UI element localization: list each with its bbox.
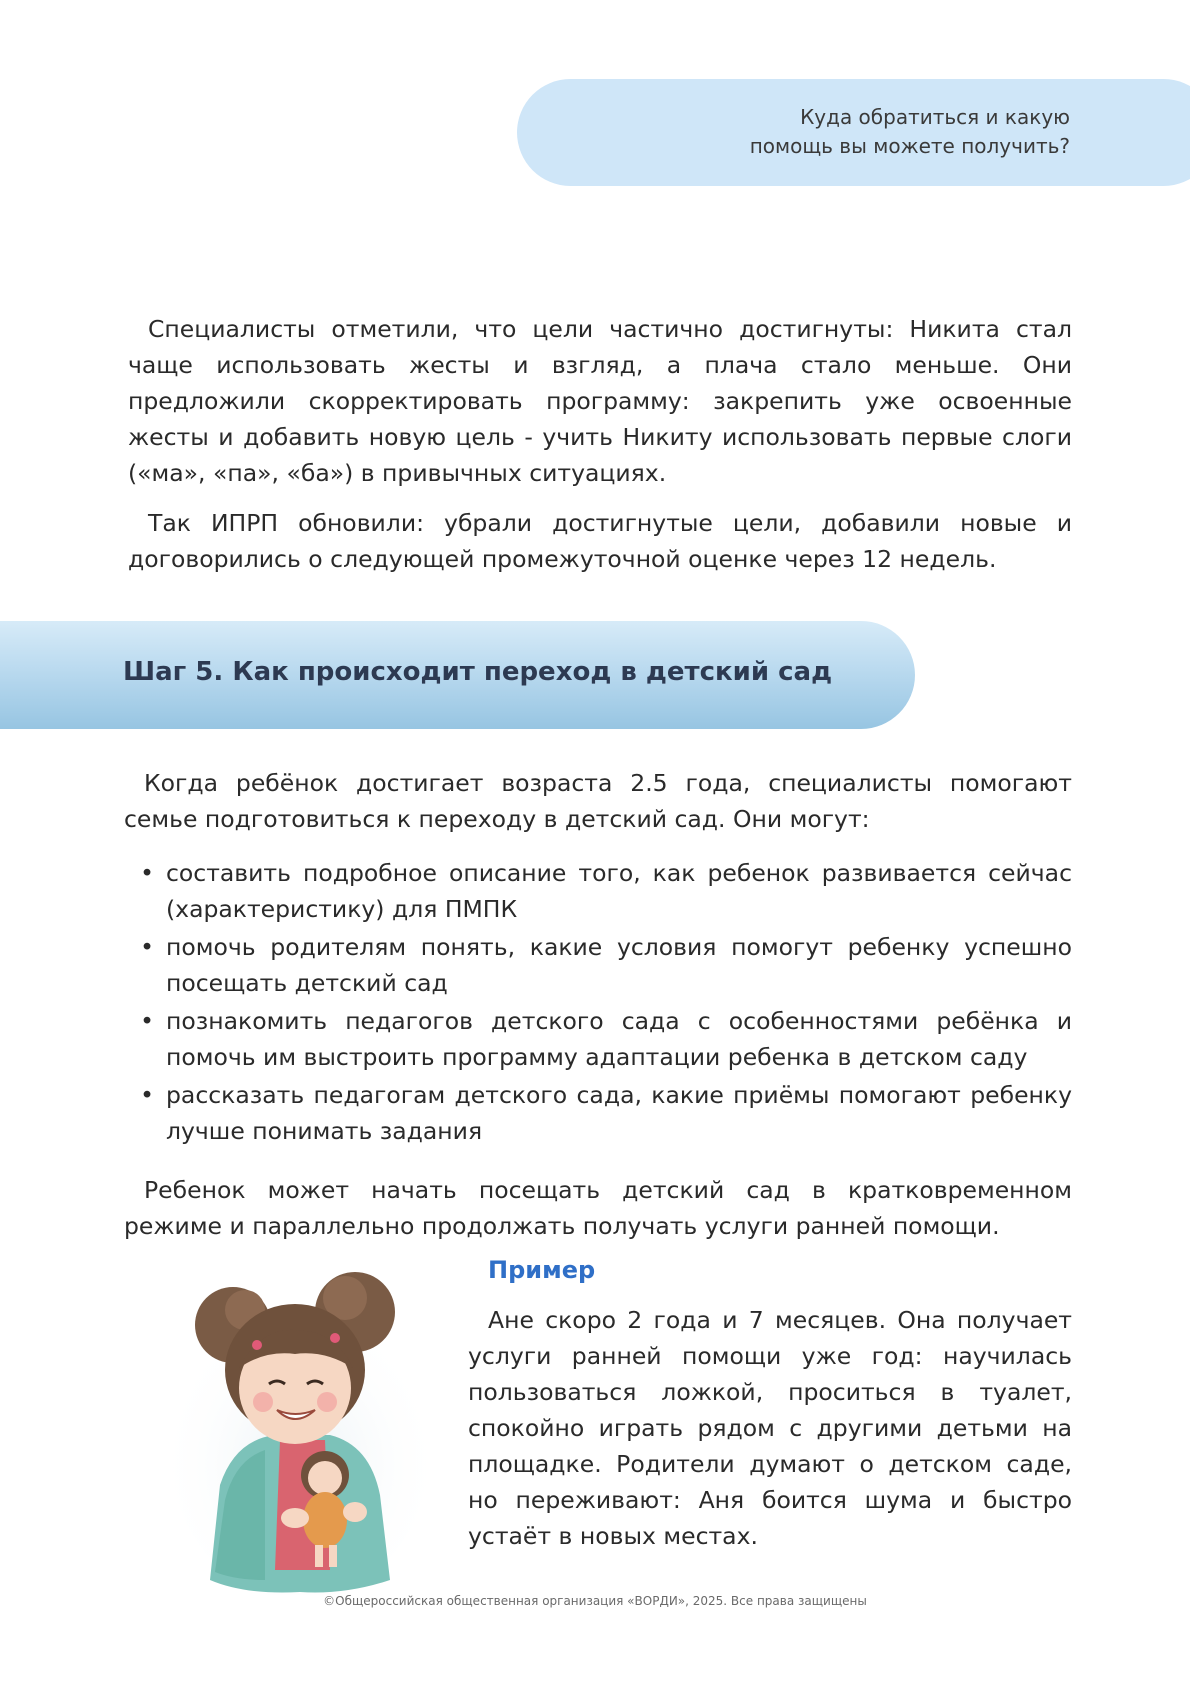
section-header-line-1: Куда обратиться и какую: [800, 105, 1070, 129]
intro-paragraph-1: Специалисты отметили, что цели частично достигнуты: Никита стал чаще использовать жесты и взгляд, а плача стало меньше. Они предложили скорректировать программу: закрепить уже освоенные жесты и добавить новую цель - учить Никиту использовать первые слоги («ма», «па», «ба») в привычных ситуациях.: [128, 315, 1072, 487]
intro-paragraph-2: Так ИПРП обновили: убрали достигнутые цели, добавили новые и договорились о следующей промежуточной оценке через 12 недель.: [128, 509, 1072, 573]
list-item: • рассказать педагогам детского сада, какие приёмы помогают ребенку лучше понимать задания: [140, 1077, 1072, 1149]
bullet-list: [140, 855, 1072, 1151]
bullet-marker: •: [140, 859, 154, 887]
step-title: Шаг 5. Как происходит переход в детский сад: [123, 657, 833, 687]
footer-copyright: ©Общероссийская общественная организация «ВОРДИ», 2025. Все права защищены: [323, 1594, 867, 1608]
bullet-marker: •: [140, 933, 154, 961]
bullet-marker: •: [140, 1007, 154, 1035]
list-item: • помочь родителям понять, какие условия помогут ребенку успешно посещать детский сад: [140, 929, 1072, 1001]
list-item: • познакомить педагогов детского сада с особенностями ребёнка и помочь им выстроить программу адаптации ребенка в детском саду: [140, 1003, 1072, 1075]
step-closing-paragraph: Ребенок может начать посещать детский сад в кратковременном режиме и параллельно продолжать получать услуги ранней помощи.: [124, 1176, 1072, 1240]
example-label: Пример: [488, 1256, 596, 1284]
list-item: • составить подробное описание того, как ребенок развивается сейчас (характеристику) для ПМПК: [140, 855, 1072, 927]
step-lead-paragraph: Когда ребёнок достигает возраста 2.5 года, специалисты помогают семье подготовиться к переходу в детский сад. Они могут:: [124, 769, 1072, 833]
girl-with-doll-illustration: [165, 1250, 435, 1595]
example-paragraph: Ане скоро 2 года и 7 месяцев. Она получает услуги ранней помощи уже год: научилась пользоваться ложкой, проситься в туалет, спокойно играть рядом с другими детьми на площадке. Родители думают о детском саде, но переживают: Аня боится шума и быстро устаёт в новых местах.: [468, 1306, 1072, 1550]
bullet-marker: •: [140, 1081, 154, 1109]
section-header: [650, 103, 1070, 161]
section-header-line-2: помощь вы можете получить?: [749, 134, 1070, 158]
